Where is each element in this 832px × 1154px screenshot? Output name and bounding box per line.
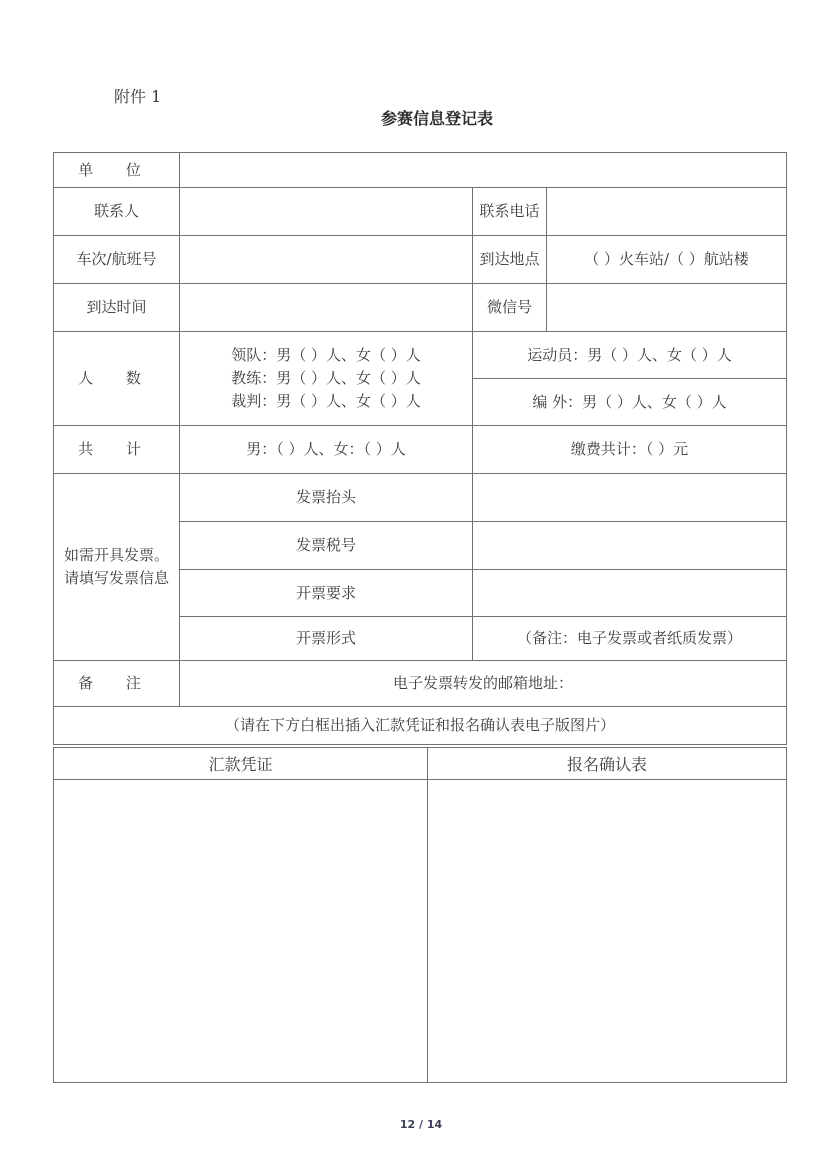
train-flight-field[interactable] bbox=[180, 236, 473, 284]
total-field[interactable]: 男：（ ）人、女：（ ）人 bbox=[180, 426, 473, 474]
unit-field[interactable] bbox=[180, 153, 787, 188]
extra-count[interactable]: 编 外：男（ ）人、女（ ）人 bbox=[473, 379, 787, 426]
attachment-label: 附件 1 bbox=[114, 87, 162, 106]
invoice-title-label: 发票抬头 bbox=[180, 474, 473, 522]
confirmation-image-box[interactable] bbox=[428, 780, 787, 1083]
wechat-field[interactable] bbox=[547, 284, 787, 332]
arrival-time-field[interactable] bbox=[180, 284, 473, 332]
leader-count: 领队：男（ ）人、女（ ）人 bbox=[231, 346, 421, 364]
upload-instruction: （请在下方白框出插入汇款凭证和报名确认表电子版图片） bbox=[54, 707, 787, 745]
confirmation-header: 报名确认表 bbox=[428, 748, 787, 780]
referee-count: 裁判：男（ ）人、女（ ）人 bbox=[231, 392, 421, 410]
arrival-place-label: 到达地点 bbox=[473, 236, 547, 284]
arrival-time-label: 到达时间 bbox=[54, 284, 180, 332]
invoice-tax-label: 发票税号 bbox=[180, 522, 473, 570]
invoice-title-field[interactable] bbox=[473, 474, 787, 522]
train-flight-label: 车次/航班号 bbox=[54, 236, 180, 284]
invoice-requirement-field[interactable] bbox=[473, 570, 787, 617]
fee-total-field[interactable]: 缴费共计：（ ）元 bbox=[473, 426, 787, 474]
count-label: 人 数 bbox=[54, 332, 180, 426]
wechat-label: 微信号 bbox=[473, 284, 547, 332]
upload-area bbox=[53, 747, 787, 1083]
receipt-image-box[interactable] bbox=[54, 780, 428, 1083]
unit-label: 单 位 bbox=[54, 153, 180, 188]
invoice-form-note[interactable]: （备注：电子发票或者纸质发票） bbox=[473, 617, 787, 661]
invoice-requirement-label: 开票要求 bbox=[180, 570, 473, 617]
arrival-place-options[interactable]: （ ）火车站/（ ）航站楼 bbox=[547, 236, 787, 284]
total-label: 共 计 bbox=[54, 426, 180, 474]
form-title: 参赛信息登记表 bbox=[380, 109, 493, 128]
receipt-header: 汇款凭证 bbox=[54, 748, 428, 780]
staff-count-field[interactable] bbox=[180, 332, 473, 426]
phone-label: 联系电话 bbox=[473, 188, 547, 236]
page-number: 12 / 14 bbox=[399, 1118, 443, 1131]
invoice-tax-field[interactable] bbox=[473, 522, 787, 570]
registration-form bbox=[53, 152, 787, 745]
athlete-count[interactable]: 运动员：男（ ）人、女（ ）人 bbox=[473, 332, 787, 379]
contact-field[interactable] bbox=[180, 188, 473, 236]
invoice-form-label: 开票形式 bbox=[180, 617, 473, 661]
phone-field[interactable] bbox=[547, 188, 787, 236]
invoice-section-label: 如需开具发票。请填写发票信息 bbox=[54, 474, 180, 661]
remark-field[interactable]: 电子发票转发的邮箱地址： bbox=[180, 661, 787, 707]
contact-label: 联系人 bbox=[54, 188, 180, 236]
remark-label: 备 注 bbox=[54, 661, 180, 707]
coach-count: 教练：男（ ）人、女（ ）人 bbox=[231, 369, 421, 387]
